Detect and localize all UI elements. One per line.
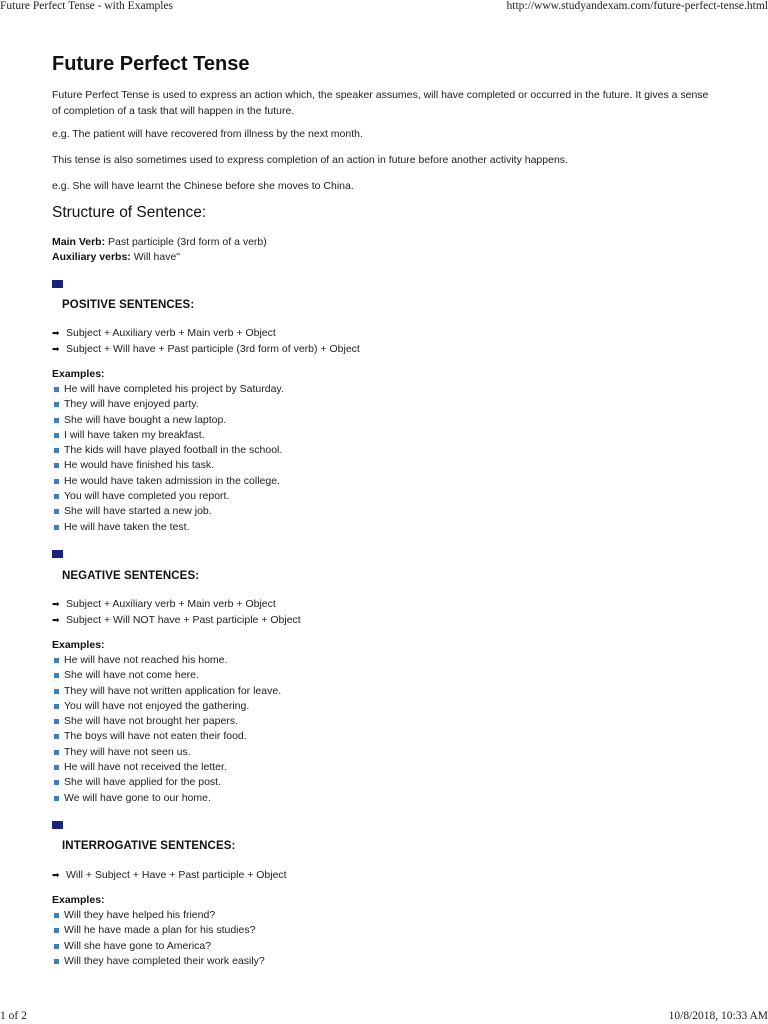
print-header-url: http://www.studyandexam.com/future-perfect-tense.html bbox=[506, 0, 768, 12]
list-item bbox=[52, 475, 284, 490]
list-item-text: They will have not written application for leave. bbox=[64, 684, 282, 697]
square-bullet-icon bbox=[54, 673, 59, 678]
main-verb-value: Past participle (3rd form of a verb) bbox=[105, 236, 267, 248]
list-item bbox=[52, 490, 284, 505]
square-bullet-icon bbox=[54, 780, 59, 785]
list-item bbox=[52, 398, 284, 413]
page-title: Future Perfect Tense bbox=[52, 53, 250, 75]
square-bullet-icon bbox=[54, 658, 59, 663]
intro-paragraph-1: Future Perfect Tense is used to express an action which, the speaker assumes, will have completed or occurred in the future. It gives a sense of completion of a task that will happen in the future. bbox=[52, 89, 709, 117]
list-item-text: The kids will have played football in the school. bbox=[64, 444, 283, 457]
square-bullet-icon bbox=[54, 719, 59, 724]
square-bullet-icon bbox=[54, 448, 59, 453]
list-item bbox=[52, 776, 281, 791]
square-bullet-icon bbox=[54, 928, 59, 933]
list-item bbox=[52, 700, 281, 715]
intro-paragraph-2: e.g. The patient will have recovered from illness by the next month. bbox=[52, 128, 363, 140]
intro-paragraph-4: e.g. She will have learnt the Chinese before she moves to China. bbox=[52, 180, 354, 192]
square-bullet-icon bbox=[54, 765, 59, 770]
list-item bbox=[52, 521, 284, 536]
negative-heading: NEGATIVE SENTENCES: bbox=[62, 570, 200, 582]
structure-heading: Structure of Sentence: bbox=[52, 204, 207, 221]
section-marker-icon bbox=[52, 550, 63, 558]
square-bullet-icon bbox=[54, 734, 59, 739]
square-bullet-icon bbox=[54, 689, 59, 694]
positive-formula-2: ➡ Subject + Will have + Past participle (3rd form of verb) + Object bbox=[52, 343, 360, 355]
square-bullet-icon bbox=[54, 509, 59, 514]
print-header-title: Future Perfect Tense - with Examples bbox=[0, 0, 174, 12]
list-item bbox=[52, 730, 281, 745]
list-item bbox=[52, 685, 281, 700]
negative-formula-1: ➡ Subject + Auxiliary verb + Main verb + Object bbox=[52, 598, 276, 610]
list-item-text: She will have started a new job. bbox=[64, 505, 212, 518]
list-item-text: You will have not enjoyed the gathering. bbox=[64, 699, 250, 712]
square-bullet-icon bbox=[54, 479, 59, 484]
square-bullet-icon bbox=[54, 402, 59, 407]
list-item-text: He would have taken admission in the college. bbox=[64, 474, 280, 487]
square-bullet-icon bbox=[54, 387, 59, 392]
list-item-text: She will have not brought her papers. bbox=[64, 715, 238, 728]
list-item bbox=[52, 654, 281, 669]
list-item bbox=[52, 669, 281, 684]
list-item-text: I will have taken my breakfast. bbox=[64, 428, 205, 441]
positive-examples-label: Examples: bbox=[52, 368, 105, 380]
main-verb-label: Main Verb: bbox=[52, 236, 106, 248]
list-item-text: She will have not come here. bbox=[64, 669, 199, 682]
square-bullet-icon bbox=[54, 913, 59, 918]
interrogative-formula-1: ➡ Will + Subject + Have + Past participle + Object bbox=[52, 869, 287, 881]
list-item-text: Will they have completed their work easily? bbox=[64, 954, 265, 967]
auxiliary-verb-value: Will have" bbox=[130, 251, 181, 263]
list-item bbox=[52, 444, 284, 459]
square-bullet-icon bbox=[54, 418, 59, 423]
list-item bbox=[52, 955, 265, 970]
square-bullet-icon bbox=[54, 494, 59, 499]
section-marker-icon bbox=[52, 280, 63, 288]
square-bullet-icon bbox=[54, 796, 59, 801]
list-item-text: She will have applied for the post. bbox=[64, 776, 222, 789]
positive-formula-1: ➡ Subject + Auxiliary verb + Main verb + Object bbox=[52, 327, 276, 339]
list-item bbox=[52, 414, 284, 429]
arrow-right-icon: ➡ bbox=[52, 615, 60, 625]
list-item-text: The boys will have not eaten their food. bbox=[64, 730, 247, 743]
positive-heading: POSITIVE SENTENCES: bbox=[62, 299, 195, 311]
list-item-text: He will have not received the letter. bbox=[64, 761, 227, 774]
list-item-text: They will have not seen us. bbox=[64, 745, 191, 758]
list-item-text: We will have gone to our home. bbox=[64, 791, 211, 804]
arrow-right-icon: ➡ bbox=[52, 328, 60, 338]
arrow-right-icon: ➡ bbox=[52, 599, 60, 609]
list-item-text: Will they have helped his friend? bbox=[64, 909, 216, 921]
square-bullet-icon bbox=[54, 525, 59, 530]
negative-examples-list bbox=[52, 654, 281, 807]
print-footer-datetime: 10/8/2018, 10:33 AM bbox=[668, 1010, 768, 1022]
arrow-right-icon: ➡ bbox=[52, 870, 60, 880]
interrogative-heading: INTERROGATIVE SENTENCES: bbox=[62, 840, 236, 852]
arrow-right-icon: ➡ bbox=[52, 344, 60, 354]
interrogative-examples-label: Examples: bbox=[52, 894, 105, 906]
list-item-text: He would have finished his task. bbox=[64, 459, 214, 472]
negative-formula-2: ➡ Subject + Will NOT have + Past participle + Object bbox=[52, 614, 301, 626]
auxiliary-verb-line bbox=[52, 251, 180, 263]
square-bullet-icon bbox=[54, 750, 59, 755]
interrogative-examples-list bbox=[52, 909, 265, 970]
list-item-text: He will have completed his project by Saturday. bbox=[64, 383, 284, 395]
list-item bbox=[52, 383, 284, 398]
list-item bbox=[52, 924, 265, 939]
list-item-text: He will have not reached his home. bbox=[64, 654, 228, 666]
list-item bbox=[52, 459, 284, 474]
list-item-text: Will he have made a plan for his studies? bbox=[64, 924, 256, 937]
list-item-text: She will have bought a new laptop. bbox=[64, 413, 227, 426]
square-bullet-icon bbox=[54, 704, 59, 709]
list-item bbox=[52, 940, 265, 955]
negative-examples-label: Examples: bbox=[52, 639, 105, 651]
list-item-text: He will have taken the test. bbox=[64, 520, 190, 533]
list-item bbox=[52, 761, 281, 776]
intro-paragraph-3: This tense is also sometimes used to express completion of an action in future before another activity happens. bbox=[52, 154, 568, 166]
print-footer-page: 1 of 2 bbox=[0, 1010, 27, 1022]
main-verb-line bbox=[52, 236, 267, 248]
section-marker-icon bbox=[52, 821, 63, 829]
positive-examples-list bbox=[52, 383, 284, 536]
list-item-text: They will have enjoyed party. bbox=[64, 398, 199, 411]
list-item bbox=[52, 715, 281, 730]
auxiliary-verb-label: Auxiliary verbs: bbox=[52, 251, 131, 263]
list-item bbox=[52, 792, 281, 807]
square-bullet-icon bbox=[54, 944, 59, 949]
list-item bbox=[52, 429, 284, 444]
list-item bbox=[52, 505, 284, 520]
list-item bbox=[52, 746, 281, 761]
square-bullet-icon bbox=[54, 959, 59, 964]
square-bullet-icon bbox=[54, 433, 59, 438]
list-item bbox=[52, 909, 265, 924]
square-bullet-icon bbox=[54, 463, 59, 468]
list-item-text: Will she have gone to America? bbox=[64, 939, 212, 952]
list-item-text: You will have completed you report. bbox=[64, 490, 230, 503]
